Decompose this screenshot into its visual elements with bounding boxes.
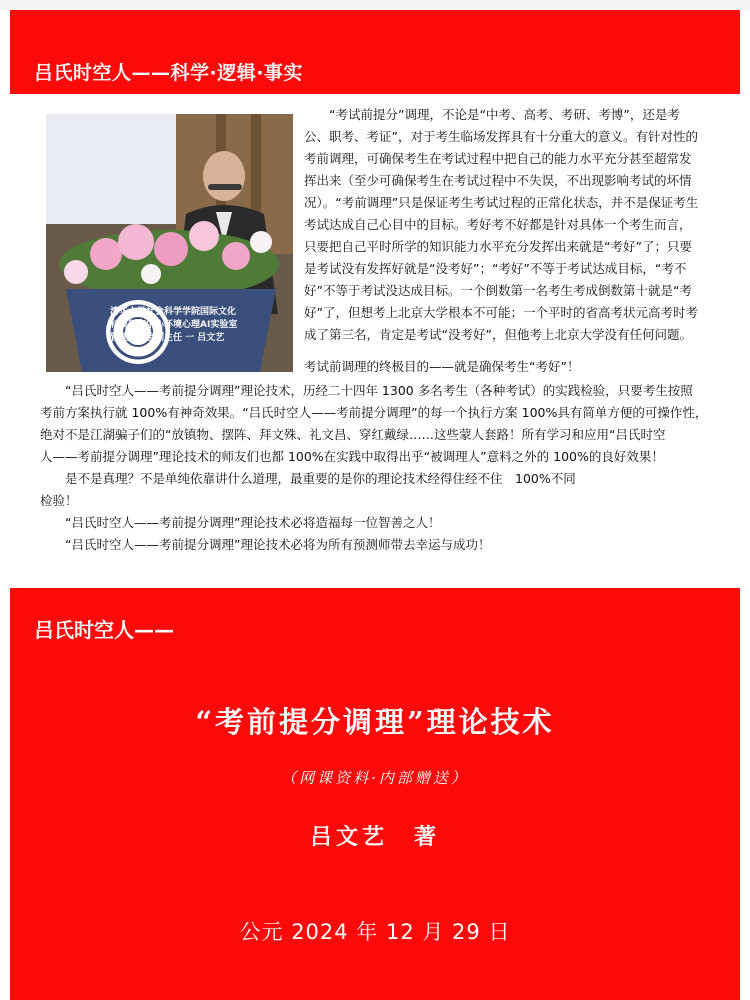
text-line: 考试达成自己心目中的目标。考好考不好都是针对具体一个考生而言， [304,217,692,232]
text-line: “吕氏时空人——考前提分调理”理论技术必将为所有预测师带去幸运与成功！ [40,537,491,552]
book-title: “考前提分调理”理论技术 [195,705,555,739]
text-line: 成了第三名，肯定是考试“没考好”，但他考上北京大学没有任何问题。 [304,327,692,342]
text-line: 公、职考、考证”，对于考生临场发挥具有十分重大的意义。有针对性的 [304,129,698,144]
article-body [40,380,720,556]
text-line: 考前方案执行就 100%有神奇效果。“吕氏时空人——考前提分调理”的每一个执行方案 100%具有简单方便的可操作性， [40,405,708,420]
text-line: 考前调理，可确保考生在考试过程中把自己的能力水平充分甚至超常发 [304,151,692,166]
text-line: “考试前提分”调理，不论是“中考、高考、考研、考博”，还是考 [304,107,680,122]
author-line: 吕文艺 著 [309,824,440,850]
text-line: “吕氏时空人——考前提分调理”理论技术必将造福每一位智善之人！ [40,515,441,530]
text-line: 是考试没有发挥好就是“没考好”；“考好”不等于考试达成目标，“考不 [304,261,687,276]
header-title: 吕氏时空人——科学·逻辑·事实 [34,62,303,84]
text-line: 人——考前提分调理”理论技术的师友们也都 100%在实践中取得出乎“被调理人”意料之外的 100%的良好效果！ [40,449,664,464]
text-line: “吕氏时空人——考前提分调理”理论技术，历经二十四年 1300 多名考生（各种考试）的实践检验，只要考生按照 [40,383,693,398]
publish-date: 公元 2024 年 12 月 29 日 [239,920,511,944]
article-intro [304,104,714,346]
text-line: 是不是真理？不是单纯依靠讲什么道理，最重要的是你的理论技术经得住经不住 100%不同 [40,471,576,486]
caption-line: 管理委员会副主任 一 吕文艺 [110,333,225,343]
article-intro-end [304,356,714,378]
text-line: 况）。“考前调理”只是保证考生考试过程的正常化状态，并不是保证考生 [304,195,699,210]
text-line: 只要把自己平时所学的知识能力水平充分发挥出来就是“考好”了；只要 [304,239,692,254]
text-line: 好”不等于考试没达成目标。一个倒数第一名考生考成倒数第十就是“考 [304,283,692,298]
caption-line: 清华大学社会科学学院国际文化 [110,307,237,317]
top-strip [0,0,750,10]
caption-line: 科技研究中心环境心理AI实验室 [110,320,238,330]
book-note: （网课资料·内部赠送） [281,769,469,787]
text-line: 检验！ [40,493,78,508]
text-line: 绝对不是江湖骗子们的“放镇物、摆阵、拜文殊、礼文昌、穿红戴绿……这些蒙人套路！所有学习和应用“吕氏时空 [40,427,666,442]
photo-caption [110,306,250,345]
text-line: 好”了，但想考上北京大学根本不可能；一个平时的省高考状元高考时考 [304,305,698,320]
text-line: 考试前调理的终极目的——就是确保考生“考好”！ [304,359,580,374]
text-line: 挥出来（至少可确保考生在考试过程中不失误，不出现影响考试的坏情 [304,173,692,188]
cover-subtitle: 吕氏时空人—— [34,618,174,642]
